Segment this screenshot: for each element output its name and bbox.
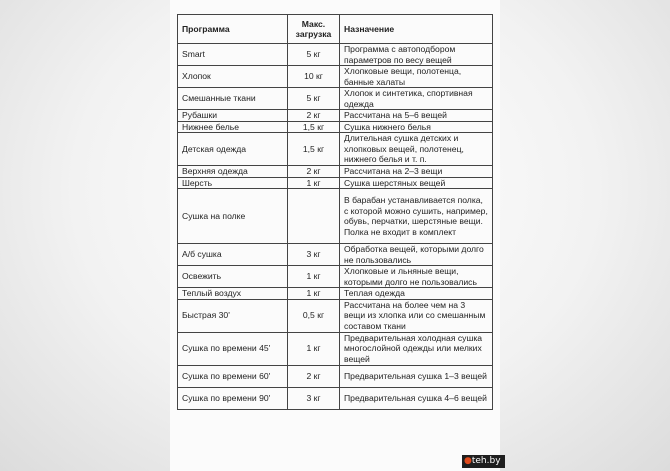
program-cell: Освежить [178, 266, 288, 288]
header-max-load: Макс. загрузка [288, 15, 340, 44]
purpose-cell: Рассчитана на 5–6 вещей [340, 110, 493, 122]
program-cell: Детская одежда [178, 133, 288, 166]
purpose-cell: В барабан устанавливается полка, с которой можно сушить, например, обувь, перчатки, шерстяные вещи. Полка не входит в комплект [340, 189, 493, 244]
max-load-cell: 2 кг [288, 365, 340, 387]
purpose-cell: Предварительная сушка 4–6 вещей [340, 387, 493, 409]
program-cell: Смешанные ткани [178, 88, 288, 110]
max-load-cell: 1,5 кг [288, 121, 340, 133]
max-load-cell [288, 189, 340, 244]
site-watermark: ●teh.by [462, 455, 505, 468]
purpose-cell: Хлопковые вещи, полотенца, банные халаты [340, 66, 493, 88]
table-row [178, 44, 493, 66]
table-header-row [178, 15, 493, 44]
program-cell: Нижнее белье [178, 121, 288, 133]
program-cell: Верхняя одежда [178, 166, 288, 178]
table-row [178, 177, 493, 189]
purpose-cell: Теплая одежда [340, 288, 493, 300]
max-load-cell: 1 кг [288, 177, 340, 189]
max-load-cell: 5 кг [288, 88, 340, 110]
max-load-cell: 1 кг [288, 332, 340, 365]
purpose-cell: Сушка нижнего белья [340, 121, 493, 133]
table-row [178, 66, 493, 88]
max-load-cell: 1 кг [288, 266, 340, 288]
purpose-cell: Предварительная сушка 1–3 вещей [340, 365, 493, 387]
max-load-cell: 3 кг [288, 387, 340, 409]
max-load-cell: 2 кг [288, 166, 340, 178]
max-load-cell: 1 кг [288, 288, 340, 300]
program-cell: Сушка на полке [178, 189, 288, 244]
program-cell: Smart [178, 44, 288, 66]
programs-table [177, 14, 493, 410]
table-row [178, 288, 493, 300]
program-cell: Сушка по времени 60' [178, 365, 288, 387]
header-purpose: Назначение [340, 15, 493, 44]
table-row [178, 110, 493, 122]
table-row [178, 133, 493, 166]
purpose-cell: Обработка вещей, которыми долго не пользовались [340, 244, 493, 266]
program-cell: А/б сушка [178, 244, 288, 266]
purpose-cell: Длительная сушка детских и хлопковых вещей, полотенец, нижнего белья и т. п. [340, 133, 493, 166]
purpose-cell: Хлопок и синтетика, спортивная одежда [340, 88, 493, 110]
header-program: Программа [178, 15, 288, 44]
purpose-cell: Программа с автоподбором параметров по весу вещей [340, 44, 493, 66]
table-row [178, 299, 493, 332]
table-row [178, 332, 493, 365]
purpose-cell: Рассчитана на более чем на 3 вещи из хлопка или со смешанным составом ткани [340, 299, 493, 332]
program-cell: Рубашки [178, 110, 288, 122]
table-row [178, 365, 493, 387]
purpose-cell: Хлопковые и льняные вещи, которыми долго не пользовались [340, 266, 493, 288]
program-cell: Шерсть [178, 177, 288, 189]
max-load-cell: 1,5 кг [288, 133, 340, 166]
program-cell: Теплый воздух [178, 288, 288, 300]
purpose-cell: Предварительная холодная сушка многослойной одежды или мелких вещей [340, 332, 493, 365]
max-load-cell: 10 кг [288, 66, 340, 88]
table-row [178, 266, 493, 288]
max-load-cell: 0,5 кг [288, 299, 340, 332]
max-load-cell: 5 кг [288, 44, 340, 66]
table-row [178, 166, 493, 178]
table-row [178, 244, 493, 266]
program-cell: Сушка по времени 45' [178, 332, 288, 365]
max-load-cell: 2 кг [288, 110, 340, 122]
table-row [178, 88, 493, 110]
program-cell: Сушка по времени 90' [178, 387, 288, 409]
table-row [178, 387, 493, 409]
purpose-cell: Сушка шерстяных вещей [340, 177, 493, 189]
purpose-cell: Рассчитана на 2–3 вещи [340, 166, 493, 178]
program-cell: Быстрая 30' [178, 299, 288, 332]
program-cell: Хлопок [178, 66, 288, 88]
table-row [178, 121, 493, 133]
table-row [178, 189, 493, 244]
max-load-cell: 3 кг [288, 244, 340, 266]
